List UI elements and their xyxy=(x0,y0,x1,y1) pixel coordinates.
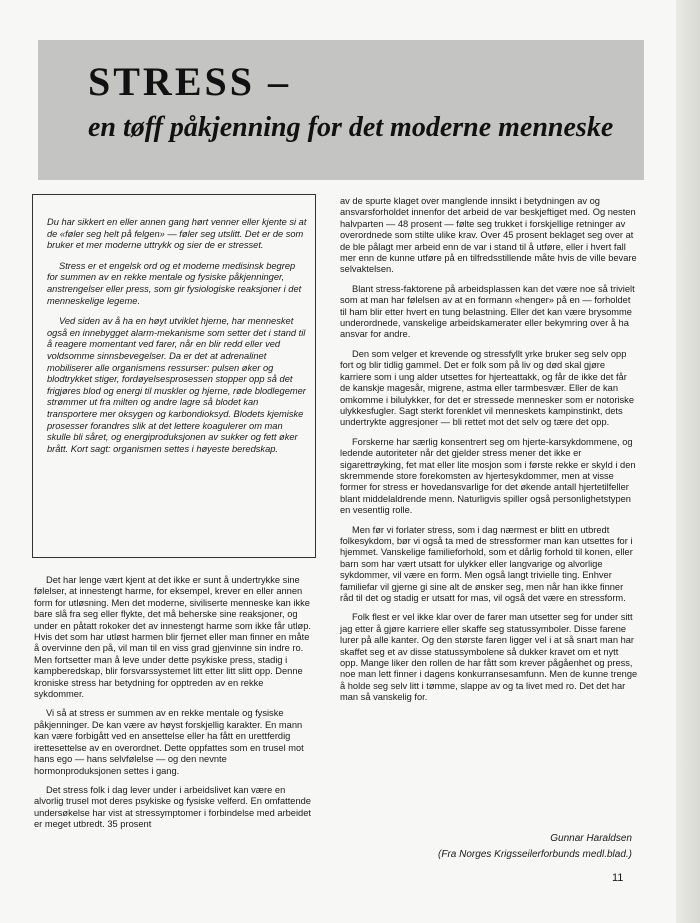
title-banner xyxy=(38,40,644,180)
body-paragraph: Vi så at stress er summen av en rekke mentale og fysiske påkjenninger. De kan være av høyst forskjellig karakter. En mann kan være forbigått ved en ansettelse eller ha fått en urettferdig irettesettelse av en overordnet. Dette oppfattes som en trusel mot hans ego — hans selvfølelse — og den nevnte hormonproduksjonen settes i gang. xyxy=(34,708,304,776)
body-paragraph: Det har lenge vært kjent at det ikke er sunt å undertrykke sine følelser, at innestengt harme, for eksempel, krever en eller annen form for utløsning. Men det moderne, siviliserte menneske kan ikke bare slå fra seg eller flykte, det må beherske sine reaksjoner, og under en påtatt rokoker det av innestengt harme som ikke får utløp. Hvis det som har utløst harmen blir fjernet eller man finner en måte å overvinne den på, vil man til en viss grad gjenvinne sin indre ro. Men fortsetter man å leve under dette psykiske press, stadig i kampberedskap, blir forsvarssystemet litt etter litt slitt opp. Denne kroniske stress har betydning for opptreden av en rekke sykdommer. xyxy=(34,575,311,700)
body-paragraph: Folk flest er vel ikke klar over de farer man utsetter seg for under sitt jag etter å gjøre karriere eller skaffe seg statussymboler. Disse farene lurer på alle kanter. Og den største faren ligger vel i at så snart man har skaffet seg et av disse statussymbolene så dukker kravet om et nytt opp. Mange liker den rollen de har fått som krever pågåenhet og press, noe man lett finner i dagens konkurransesamfunn. Men de kunne trenge å holde seg selv litt i tømme, slappe av og ta livet med ro. Det det har man så vanskelig for. xyxy=(340,612,638,703)
intro-box xyxy=(32,194,316,558)
intro-paragraph: Stress er et engelsk ord og et moderne medisinsk begrep for summen av en rekke mentale og fysiske påkjenninger, anstrengelser eller press, som gir fysiologiske reaksjoner i det menneskelige legeme. xyxy=(47,260,302,306)
intro-paragraph: Du har sikkert en eller annen gang hørt venner eller kjente si at de «føler seg helt på felgen» — føler seg utslitt. Det er de som bruker et mer moderne uttrykk og sier de er stresset. xyxy=(47,217,307,251)
page-title: STRESS – xyxy=(88,59,291,104)
page-number: 11 xyxy=(612,872,624,884)
body-paragraph: Det stress folk i dag lever under i arbeidslivet kan være en alvorlig trusel mot deres psykiske og fysiske velferd. En omfattende undersøkelse har vist at stressymptomer i forbindelse med arbeidet er meget utbredt. 35 prosent xyxy=(34,784,311,830)
intro-paragraph: Ved siden av å ha en høyt utviklet hjerne, har mennesket også en innebygget alarm-mekanisme som setter det i stand til å reagere momentant ved farer, når en blir redd eller ved voldsomme sinnsbevegelser. Da er det at adrenalinet mobiliserer alle organismens ressurser: pulsen øker og blodtrykket stiger, fordøyelsesprosessen stopper opp så det frigjøres blod og energi til muskler og hjerne, røde blodlegemer strømmer ut fra milten og andre lagre så blodet kan transportere mer oksygen og karbondioksyd. Blodets kjemiske prosesser forandres slik at det lettere koagulerer om man skulle bli såret, og energiproduksjonen av sukker og fett øker brått. Kort sagt: organismen settes i høyeste beredskap. xyxy=(47,316,306,454)
body-paragraph: av de spurte klaget over manglende innsikt i betydningen av og ansvarsforholdet innenfor det arbeid de var beskjeftiget med. Og nesten halvparten — 48 prosent — følte seg trukket i forskjellige retninger av overordnede som stilte ulike krav. Over 45 prosent beklaget seg over at de ble pålagt mer arbeid enn de var i stand til å utføre, eller i hvert fall mer enn de kunne utføre på en tilfredsstillende måte hvis de ville bevare selvaktelsen. xyxy=(340,196,637,275)
page-edge xyxy=(676,0,700,923)
signature-block xyxy=(340,831,632,863)
body-paragraph: Men før vi forlater stress, som i dag nærmest er blitt en utbredt folkesykdom, bør vi også ta med de stressformer man kan utsettes for i hjemmet. Vanskelige familieforhold, som et dårlig forhold til konen, eller barn som har vært utsatt for ulykker eller langvarige og alvorlige sykdommer, vil være en form. Men også langt trivielle ting. Enhver familiefar vil gjerne gi sine alt de ønsker seg, men når han ikke finner råd til det og stadig er utsatt for mas, vil også det være en stressform. xyxy=(340,524,633,603)
left-column xyxy=(34,575,316,839)
author-name: Gunnar Haraldsen xyxy=(550,833,632,844)
source-note: (Fra Norges Krigsseilerforbunds medl.blad.) xyxy=(438,849,632,860)
body-paragraph: Forskerne har særlig konsentrert seg om hjerte-karsykdommene, og ledende autoriteter når det gjelder stress mener det ikke er sigarettrøyking, fet mat eller lite mosjon som i første rekke er skyld i den skremmende store forekomsten av hjertesykdommer, men at visse former for stress er hovedansvarlige for det økende antall hjertetilfeller blant middelaldrende menn. Naturligvis spiller også personlighetstypen en vesentlig rolle. xyxy=(340,436,636,516)
right-column xyxy=(340,196,638,712)
body-paragraph: Den som velger et krevende og stressfyllt yrke bruker seg selv opp fort og blir tidlig gammel. Det er folk som på liv og død skal gjøre karriere som i ung alder utsettes for hjerteattakk, og får de ikke det får de kanskje magesår, migrene, astma eller tarmbesvær. Eller de kan omkomme i bilulykker, for det er stressede mennesker som er notoriske ulykkesfugler. Sagt sterkt forenklet vil menneskets kampinstinkt, dets undertrykte aggresjoner — bli rettet mot det selv og tære det opp. xyxy=(340,348,634,428)
page-subtitle: en tøff påkjenning for det moderne menneske xyxy=(88,112,614,143)
body-paragraph: Blant stress-faktorene på arbeidsplassen kan det være noe så trivielt som at man har følelsen av at en formann «henger» på en — forholdet til ham blir etter hvert en tung belastning. Eller det kan være brysomme underordnede, vanskelige arbeidskamerater eller bekymring over å ha ansvar for andre. xyxy=(340,283,635,340)
